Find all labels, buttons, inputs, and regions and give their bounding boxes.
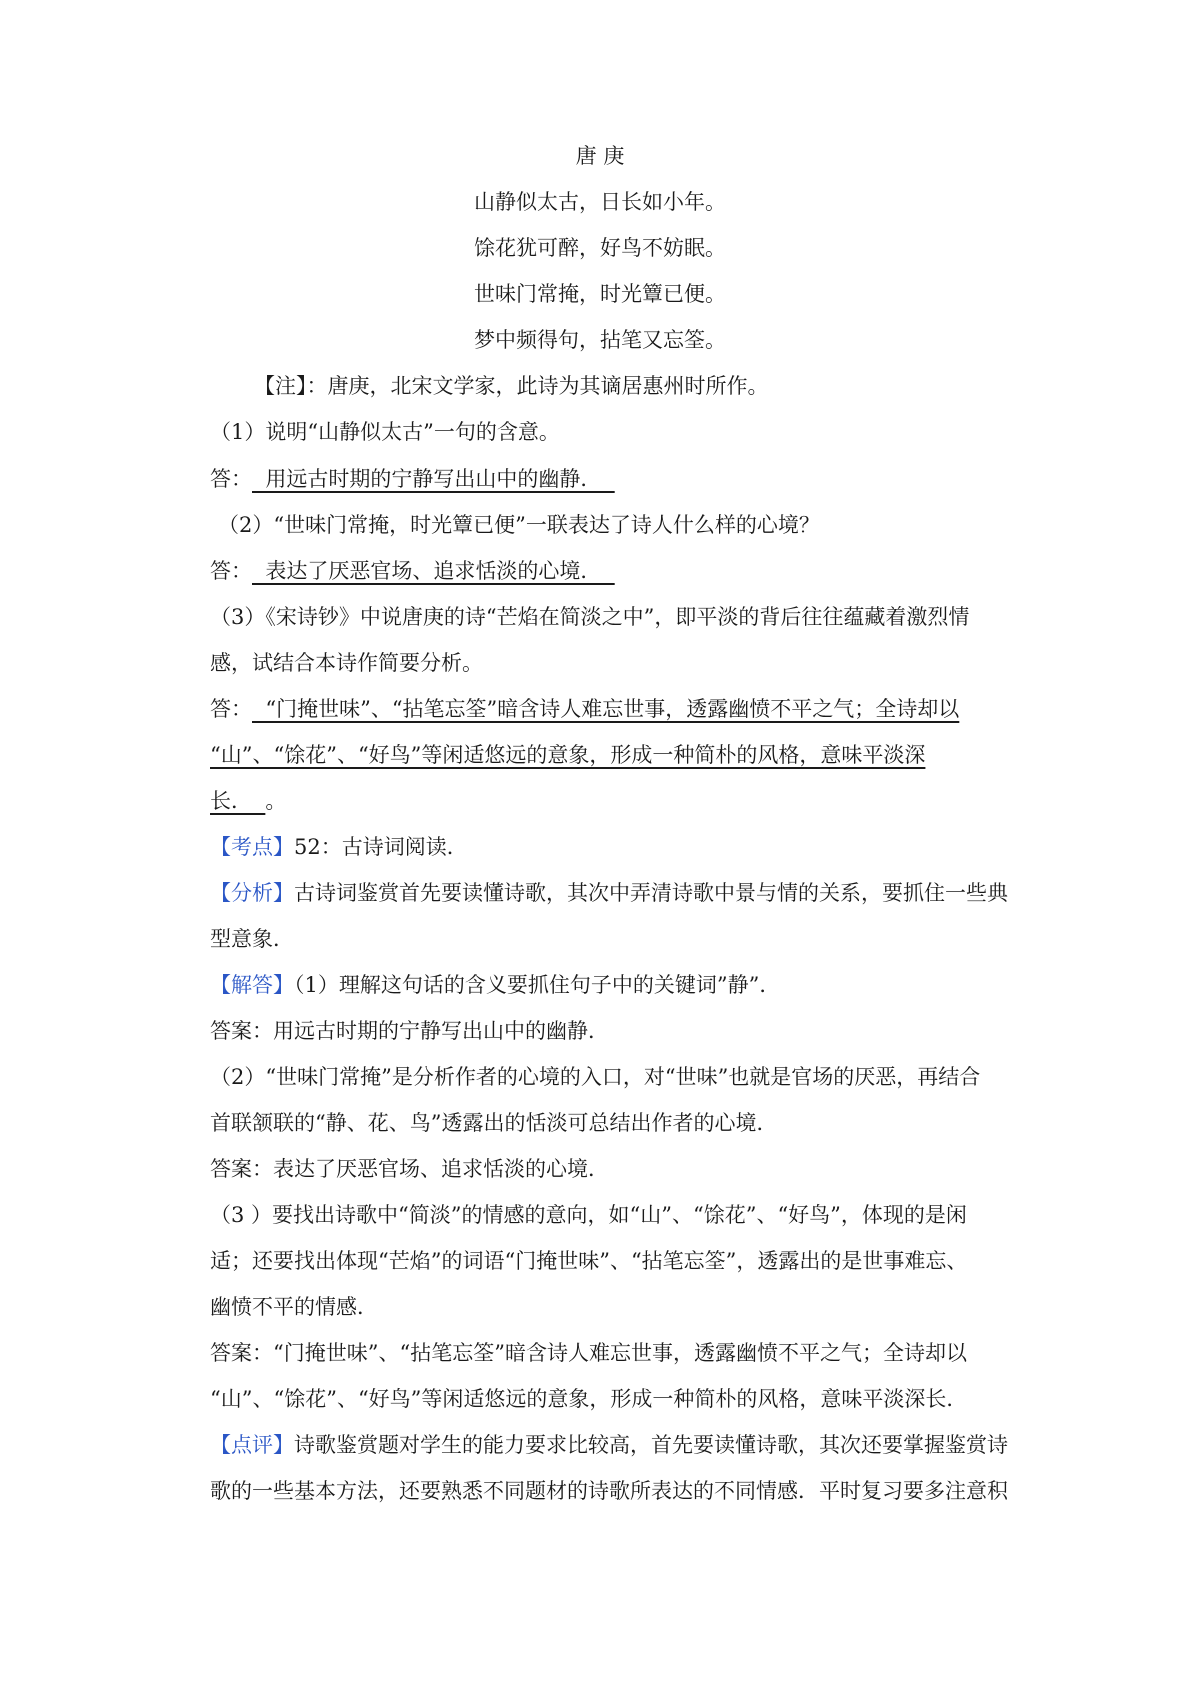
jieda-answer-3-line-1: 答案：“门掩世味”、“拈笔忘筌”暗含诗人难忘世事，透露幽愤不平之气；全诗却以 (210, 1341, 967, 1365)
answer-1 (210, 464, 615, 494)
question-3-line-1: （3）《宋诗钞》中说唐庚的诗“芒焰在简淡之中”，即平淡的背后往往蕴藏着激烈情 (210, 605, 970, 629)
poem-line-2: 馀花犹可醉，好鸟不妨眠。 (474, 236, 726, 260)
dianping-text-1: 诗歌鉴赏题对学生的能力要求比较高，首先要读懂诗歌，其次还要掌握鉴赏诗 (294, 1433, 1008, 1457)
jieda-part-3-line-2: 适；还要找出体现“芒焰”的词语“门掩世味”、“拈笔忘筌”，透露出的是世事难忘、 (210, 1249, 968, 1273)
question-2: （2）“世味门常掩，时光簟已便”一联表达了诗人什么样的心境？ (218, 513, 820, 537)
answer-3-line-2: “山”、“馀花”、“好鸟”等闲适悠远的意象，形成一种简朴的风格，意味平淡深 (210, 743, 926, 767)
jieda-section (210, 970, 780, 1000)
jieda-answer-2: 答案：表达了厌恶官场、追求恬淡的心境． (210, 1157, 609, 1181)
answer-3-line-3 (210, 786, 286, 816)
kaodian-text: 52：古诗词阅读． (294, 835, 468, 859)
jieda-text-1: （1）理解这句话的含义要抓住句子中的关键词”静”． (294, 973, 781, 997)
dianping-line-2: 歌的一些基本方法，还要熟悉不同题材的诗歌所表达的不同情感．平时复习要多注意积 (210, 1479, 1008, 1503)
poem-line-1: 山静似太古，日长如小年。 (474, 190, 726, 214)
fenxi-tag: 【分析】 (210, 881, 294, 905)
answer-3-end: 。 (265, 789, 287, 813)
jieda-tag: 【解答】 (210, 973, 294, 997)
answer-3-text-3: 长． (210, 789, 266, 813)
answer-3-text-1: “门掩世味”、“拈笔忘筌”暗含诗人难忘世事，透露幽愤不平之气；全诗却以 (252, 697, 960, 721)
question-1: （1）说明“山静似太古”一句的含意。 (210, 420, 560, 444)
answer-prefix: 答： (210, 559, 252, 583)
answer-3-line-1 (210, 694, 959, 724)
poem-line-4: 梦中频得句，拈笔又忘筌。 (474, 328, 726, 352)
fenxi-section (210, 878, 1008, 908)
jieda-part-3-line-1: （3 ）要找出诗歌中“简淡”的情感的意向，如“山”、“馀花”、“好鸟”，体现的是闲 (210, 1203, 967, 1227)
jieda-answer-3-line-2: “山”、“馀花”、“好鸟”等闲适悠远的意象，形成一种简朴的风格，意味平淡深长． (210, 1387, 968, 1411)
fenxi-text-1: 古诗词鉴赏首先要读懂诗歌，其次中弄清诗歌中景与情的关系，要抓住一些典 (294, 881, 1008, 905)
jieda-part-2-line-2: 首联颔联的“静、花、鸟”透露出的恬淡可总结出作者的心境． (210, 1111, 778, 1135)
jieda-part-2-line-1: （2）“世味门常掩”是分析作者的心境的入口，对“世味”也就是官场的厌恶，再结合 (210, 1065, 981, 1089)
dianping-section (210, 1430, 1008, 1460)
answer-1-text: 用远古时期的宁静写出山中的幽静． (252, 467, 615, 491)
jieda-answer-1: 答案：用远古时期的宁静写出山中的幽静． (210, 1019, 609, 1043)
kaodian-tag: 【考点】 (210, 835, 294, 859)
answer-prefix: 答： (210, 697, 252, 721)
dianping-tag: 【点评】 (210, 1433, 294, 1457)
question-3-line-2: 感，试结合本诗作简要分析。 (210, 651, 483, 675)
poem-note: 【注】：唐庚，北宋文学家，此诗为其谪居惠州时所作。 (254, 374, 769, 398)
fenxi-line-2: 型意象． (210, 927, 294, 951)
answer-2-text: 表达了厌恶官场、追求恬淡的心境． (252, 559, 615, 583)
answer-prefix: 答： (210, 467, 252, 491)
kaodian-section (210, 832, 468, 862)
jieda-part-3-line-3: 幽愤不平的情感． (210, 1295, 378, 1319)
poem-line-3: 世味门常掩，时光簟已便。 (474, 282, 726, 306)
answer-2 (210, 556, 615, 586)
poem-author: 唐 庚 (575, 144, 625, 168)
